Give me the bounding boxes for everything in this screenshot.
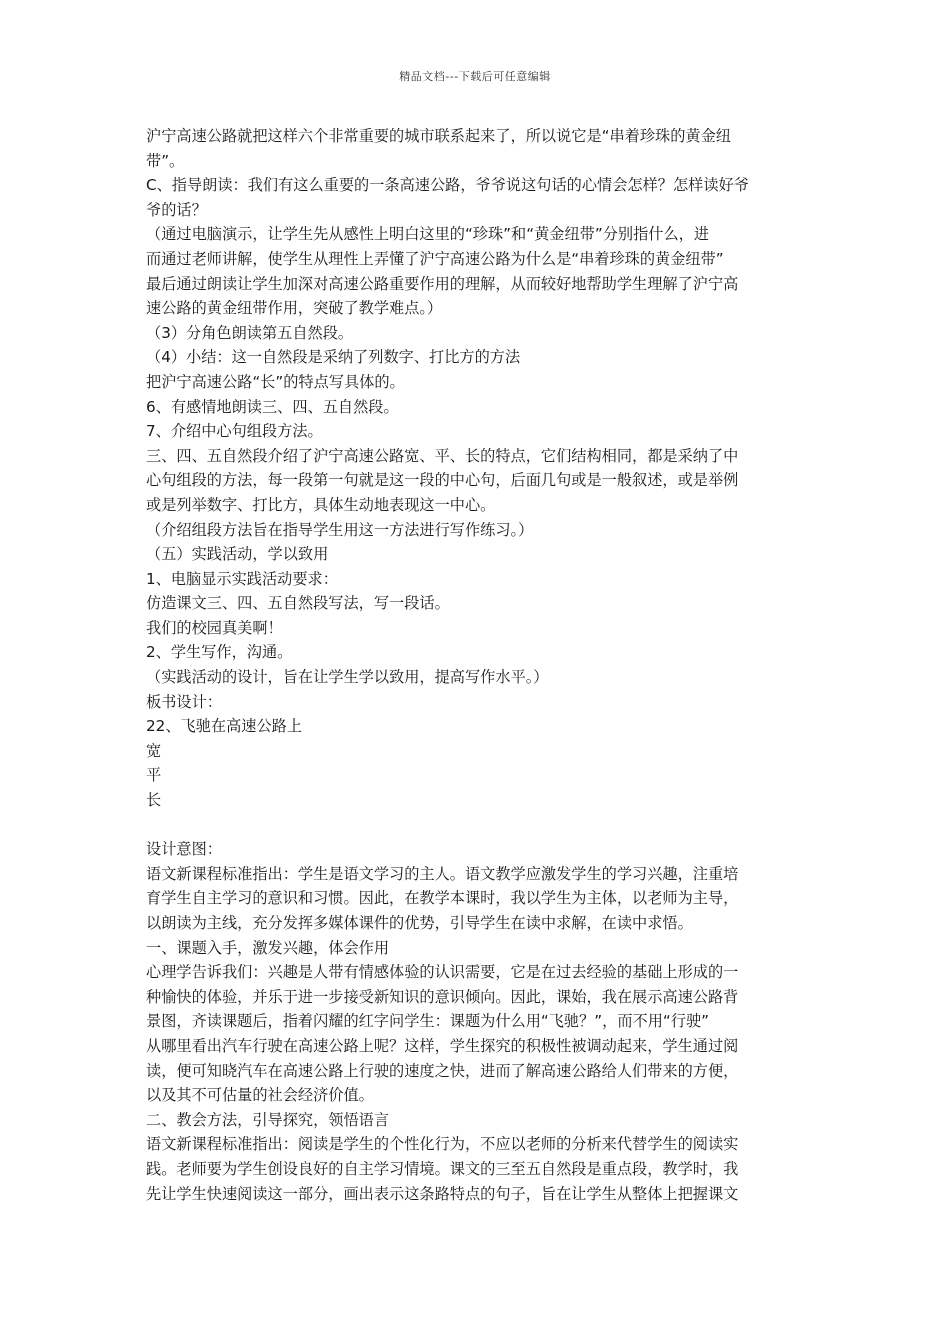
blank-line [146, 813, 810, 838]
paragraph-line: （通过电脑演示，让学生先从感性上明白这里的“珍珠”和“黄金纽带”分别指什么，进 [146, 225, 710, 244]
paragraph-line: 先让学生快速阅读这一部分，画出表示这条路特点的句子，旨在让学生从整体上把握课文 [146, 1184, 739, 1203]
paragraph-line: 仿造课文三、四、五自然段写法，写一段话。 [146, 594, 450, 613]
paragraph-line: 心句组段的方法，每一段第一句就是这一段的中心句，后面几句或是一般叙述，或是举例 [146, 471, 739, 490]
paragraph-line: 把沪宁高速公路“长”的特点写具体的。 [146, 372, 405, 391]
paragraph-line: 二、教会方法，引导探究，领悟语言 [146, 1110, 389, 1129]
paragraph-line: 22、飞驰在高速公路上 [146, 717, 303, 736]
paragraph-line: 读，便可知晓汽车在高速公路上行驶的速度之快，进而了解高速公路给人们带来的方便， [146, 1061, 739, 1080]
paragraph-line: 2、学生写作，沟通。 [146, 643, 293, 662]
paragraph-line: 7、介绍中心句组段方法。 [146, 422, 323, 441]
paragraph-line: 践。老师要为学生创设良好的自主学习情境。课文的三至五自然段是重点段，教学时，我 [146, 1159, 739, 1178]
paragraph-line: 速公路的黄金纽带作用，突破了教学难点。） [146, 299, 443, 318]
paragraph-line: 语文新课程标准指出：学生是语文学习的主人。语文教学应激发学生的学习兴趣，注重培 [146, 864, 739, 883]
paragraph-line: C、指导朗读：我们有这么重要的一条高速公路，爷爷说这句话的心情会怎样？怎样读好爷 [146, 176, 749, 195]
paragraph-line: 从哪里看出汽车行驶在高速公路上呢？这样，学生探究的积极性被调动起来，学生通过阅 [146, 1036, 739, 1055]
paragraph-line: 6、有感情地朗读三、四、五自然段。 [146, 397, 399, 416]
paragraph-line: 我们的校园真美啊！ [146, 618, 283, 637]
paragraph-line: 景图，齐读课题后，指着闪耀的红字问学生：课题为什么用“飞驰？”，而不用“行驶” [146, 1012, 710, 1031]
paragraph-line: 或是列举数字、打比方，具体生动地表现这一中心。 [146, 495, 496, 514]
paragraph-line: （4）小结：这一自然段是采纳了列数字、打比方的方法 [146, 348, 521, 367]
paragraph-line: 而通过老师讲解，使学生从理性上弄懂了沪宁高速公路为什么是“串着珍珠的黄金纽带” [146, 249, 724, 268]
paragraph-line: 爷的话？ [146, 200, 207, 219]
paragraph-line: 最后通过朗读让学生加深对高速公路重要作用的理解，从而较好地帮助学生理解了沪宁高 [146, 274, 739, 293]
paragraph-line: （3）分角色朗读第五自然段。 [146, 323, 354, 342]
paragraph-line: 平 [146, 766, 162, 785]
paragraph-line: 板书设计： [146, 692, 222, 711]
paragraph-line: 心理学告诉我们：兴趣是人带有情感体验的认识需要，它是在过去经验的基础上形成的一 [146, 963, 739, 982]
paragraph-line: 1、电脑显示实践活动要求： [146, 569, 338, 588]
document-body [146, 124, 810, 1206]
paragraph-line: 三、四、五自然段介绍了沪宁高速公路宽、平、长的特点，它们结构相同，都是采纳了中 [146, 446, 739, 465]
paragraph-line: 语文新课程标准指出：阅读是学生的个性化行为，不应以老师的分析来代替学生的阅读实 [146, 1135, 739, 1154]
paragraph-line: 沪宁高速公路就把这样六个非常重要的城市联系起来了，所以说它是“串着珍珠的黄金纽 [146, 127, 731, 145]
paragraph-line: 长 [146, 791, 162, 810]
paragraph-line: （五）实践活动，学以致用 [146, 545, 329, 564]
paragraph-line: （实践活动的设计，旨在让学生学以致用，提高写作水平。） [146, 668, 549, 687]
paragraph-line: 宽 [146, 741, 162, 760]
paragraph-line: 一、课题入手，激发兴趣，体会作用 [146, 938, 389, 957]
page-header: 精品文档---下载后可任意编辑 [399, 70, 551, 83]
paragraph-line: 以朗读为主线，充分发挥多媒体课件的优势，引导学生在读中求解，在读中求悟。 [146, 914, 693, 932]
paragraph-line: 种愉快的体验，并乐于进一步接受新知识的意识倾向。因此，课始，我在展示高速公路背 [146, 987, 739, 1006]
paragraph-line: 带”。 [146, 151, 185, 170]
paragraph-line: （介绍组段方法旨在指导学生用这一方法进行写作练习。） [146, 520, 534, 539]
paragraph-line: 以及其不可估量的社会经济价值。 [146, 1086, 374, 1105]
paragraph-line: 育学生自主学习的意识和习惯。因此，在教学本课时，我以学生为主体，以老师为主导， [146, 889, 739, 908]
paragraph-line: 设计意图： [146, 840, 222, 859]
